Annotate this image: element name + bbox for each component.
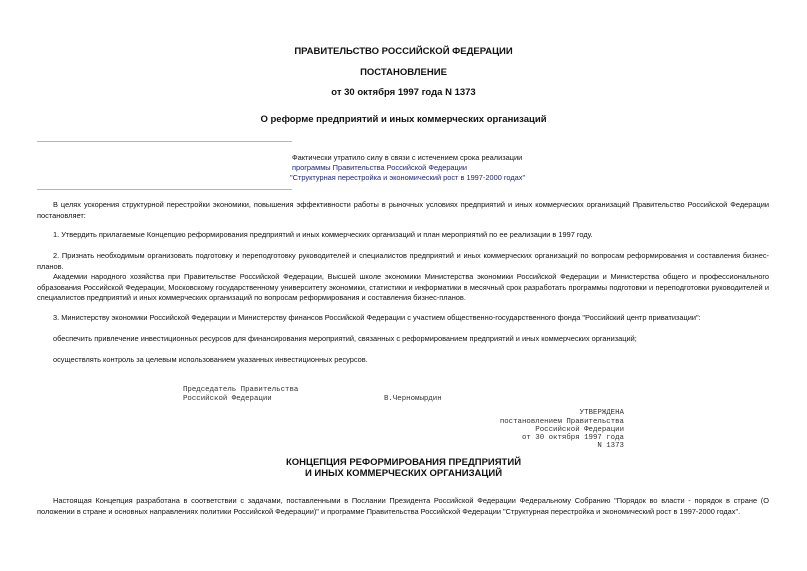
concept-title-2: И ИНЫХ КОММЕРЧЕСКИХ ОРГАНИЗАЦИЙ <box>304 468 503 479</box>
clause-2-detail: Академии народного хозяйства при Правительстве Российской Федерации, Высшей школе экономики Министерства экономики Российской Федерации и Министерства общего и профессионального образования Российской Федерации, Московскому государственному университету экономики, статистики и информатики в месячный срок разработать программы подготовки и переподготовки руководителей и специалистов предприятий и иных коммерческих организаций по вопросам реформирования и составления бизнес-планов. <box>37 272 769 302</box>
approval-line-2: постановлением Правительства <box>499 418 624 426</box>
approval-line-1: УТВЕРЖДЕНА <box>579 409 624 417</box>
status-divider <box>37 189 292 190</box>
status-note-link-2[interactable]: "Структурная перестройка и экономический рост в 1997-2000 годах" <box>290 173 526 182</box>
top-divider <box>37 141 292 142</box>
concept-paragraph: Настоящая Концепция разработана в соответствии с задачами, поставленными в Послании Президента Российской Федерации Федеральному Собранию "Порядок во власти - порядок в стране (О положении в стране и основных направлениях политики Российской Федерации)" и программе Правительства Российской Федерации "Структурная перестройка и экономический рост в 1997-2000 годах". <box>37 496 769 516</box>
approval-line-4: от 30 октября 1997 года <box>521 434 624 442</box>
status-note-line-1: Фактически утратило силу в связи с истечением срока реализации <box>292 153 523 162</box>
signature-role-1: Председатель Правительства <box>183 386 299 394</box>
signature-name: В.Черномырдин <box>384 395 442 403</box>
clause-3a: обеспечить привлечение инвестиционных ресурсов для финансирования мероприятий, связанных с реформированием предприятий и иных коммерческих организаций; <box>53 334 637 343</box>
government-heading: ПРАВИТЕЛЬСТВО РОССИЙСКОЙ ФЕДЕРАЦИИ <box>294 46 513 57</box>
clause-3b: осуществлять контроль за целевым использованием указанных инвестиционных ресурсов. <box>53 355 368 364</box>
clause-1: 1. Утвердить прилагаемые Концепцию реформирования предприятий и иных коммерческих организаций и план мероприятий по ее реализации в 1997 году. <box>53 230 593 239</box>
status-note-link-1[interactable]: программы Правительства Российской Федерации <box>292 163 468 172</box>
signature-role-2: Российской Федерации <box>183 395 272 403</box>
approval-line-3: Российской Федерации <box>535 426 624 434</box>
clause-2: 2. Признать необходимым организовать подготовку и переподготовку руководителей и специалистов предприятий и иных коммерческих организаций по вопросам реформирования и составления бизнес-планов. <box>37 251 769 271</box>
document-date-number: от 30 октября 1997 года N 1373 <box>331 87 476 98</box>
intro-paragraph: В целях ускорения структурной перестройки экономики, повышения эффективности работы в рыночных условиях предприятий и иных коммерческих организаций Правительство Российской Федерации постановляет: <box>37 200 769 220</box>
document-type: ПОСТАНОВЛЕНИЕ <box>360 67 447 78</box>
concept-title-1: КОНЦЕПЦИЯ РЕФОРМИРОВАНИЯ ПРЕДПРИЯТИЙ <box>285 457 522 468</box>
approval-line-5: N 1373 <box>597 442 624 450</box>
clause-3: 3. Министерству экономики Российской Федерации и Министерству финансов Российской Федерации с участием общественно-государственного фонда "Российский центр приватизации": <box>53 313 701 322</box>
document-title: О реформе предприятий и иных коммерческих организаций <box>260 114 547 125</box>
